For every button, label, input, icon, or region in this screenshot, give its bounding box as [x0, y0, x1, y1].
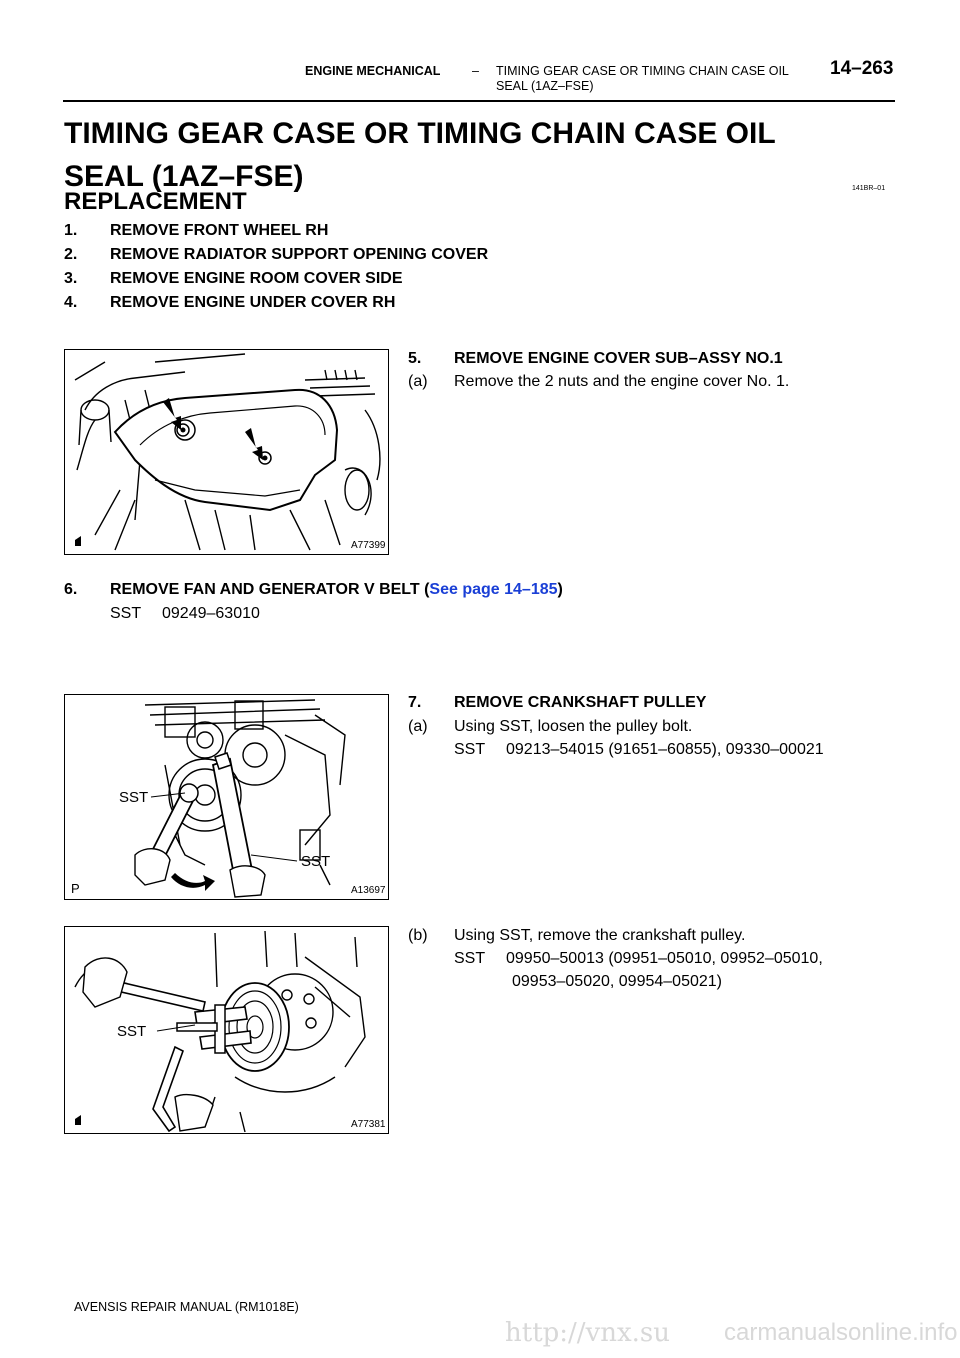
step-6: [64, 581, 563, 599]
substep-text: Remove the 2 nuts and the engine cover No. 1.: [454, 373, 790, 390]
sst-value: 09249–63010: [162, 605, 260, 622]
step-6-sst: [110, 605, 260, 623]
substep-7b-sst-cont: 09953–05020, 09954–05021): [512, 973, 722, 990]
step-text: REMOVE CRANKSHAFT PULLEY: [454, 694, 707, 711]
page-reference-link[interactable]: See page 14–185: [429, 581, 558, 598]
step-number: 4.: [64, 294, 78, 311]
substep-7a: [408, 718, 692, 736]
header-section: ENGINE MECHANICAL: [305, 64, 441, 78]
step-number: 5.: [408, 350, 422, 367]
watermark-site: carmanualsonline.info: [724, 1319, 958, 1346]
figure-corner-mark: P: [71, 881, 80, 896]
substep-5a: [408, 373, 789, 391]
step-text: REMOVE FRONT WHEEL RH: [110, 222, 329, 239]
sst-label: SST: [110, 605, 142, 622]
step-number: 1.: [64, 222, 78, 239]
figure-loosen-pulley: [64, 694, 389, 900]
figure-remove-pulley: [64, 926, 389, 1134]
step-text: REMOVE ENGINE ROOM COVER SIDE: [110, 270, 403, 287]
figure-engine-cover: [64, 349, 389, 555]
figure-code: A77381: [351, 1119, 386, 1130]
step-text: REMOVE RADIATOR SUPPORT OPENING COVER: [110, 246, 489, 263]
substep-number: (a): [408, 718, 428, 735]
step-7: [408, 694, 706, 712]
sst-label: SST: [454, 950, 486, 967]
step-text: REMOVE ENGINE COVER SUB–ASSY NO.1: [454, 350, 783, 367]
figure-code: A77399: [351, 540, 386, 551]
page-footer: AVENSIS REPAIR MANUAL (RM1018E): [74, 1300, 299, 1314]
step-number: 3.: [64, 270, 78, 287]
substep-7a-sst: [454, 741, 824, 759]
sst-value: 09213–54015 (91651–60855), 09330–00021: [506, 741, 824, 758]
sst-value: 09950–50013 (09951–05010, 09952–05010,: [506, 950, 823, 967]
step-text: REMOVE FAN AND GENERATOR V BELT (: [110, 581, 430, 598]
page-title-line2: SEAL (1AZ–FSE): [64, 160, 304, 193]
section-subtitle: REPLACEMENT: [64, 188, 247, 215]
step-3: [64, 270, 402, 288]
step-number: 6.: [64, 581, 78, 598]
step-text: REMOVE ENGINE UNDER COVER RH: [110, 294, 396, 311]
substep-text: Using SST, loosen the pulley bolt.: [454, 718, 693, 735]
figure-code: A13697: [351, 885, 386, 896]
reference-code: 141BR–01: [852, 185, 886, 192]
step-text-end: ): [557, 581, 563, 598]
step-1: [64, 222, 328, 240]
sst-label: SST: [454, 741, 486, 758]
header-rule: [63, 100, 895, 102]
engine-cover-illustration: [65, 350, 389, 555]
loosen-pulley-illustration: [65, 695, 389, 900]
sst-callout: SST: [301, 853, 331, 870]
remove-pulley-illustration: [65, 927, 389, 1134]
header-topic: [496, 64, 816, 94]
page-title-line1: TIMING GEAR CASE OR TIMING CHAIN CASE OIL: [64, 117, 776, 150]
header-topic-line1: TIMING GEAR CASE OR TIMING CHAIN CASE OIL: [496, 64, 789, 78]
page-number: 14–263: [830, 58, 894, 79]
substep-text: Using SST, remove the crankshaft pulley.: [454, 927, 746, 944]
step-2: [64, 246, 488, 264]
header-dash: –: [472, 64, 479, 78]
page-title: [64, 112, 864, 198]
substep-number: (b): [408, 927, 428, 944]
sst-callout: SST: [117, 1023, 147, 1040]
substep-7b: [408, 927, 745, 945]
substep-7b-sst: [454, 950, 823, 968]
step-5: [408, 350, 783, 368]
sst-callout: SST: [119, 789, 149, 806]
step-number: 2.: [64, 246, 78, 263]
watermark-url: http://vnx.su: [505, 1318, 671, 1348]
substep-number: (a): [408, 373, 428, 390]
step-4: [64, 294, 395, 312]
step-number: 7.: [408, 694, 422, 711]
header-topic-line2: SEAL (1AZ–FSE): [496, 79, 594, 93]
